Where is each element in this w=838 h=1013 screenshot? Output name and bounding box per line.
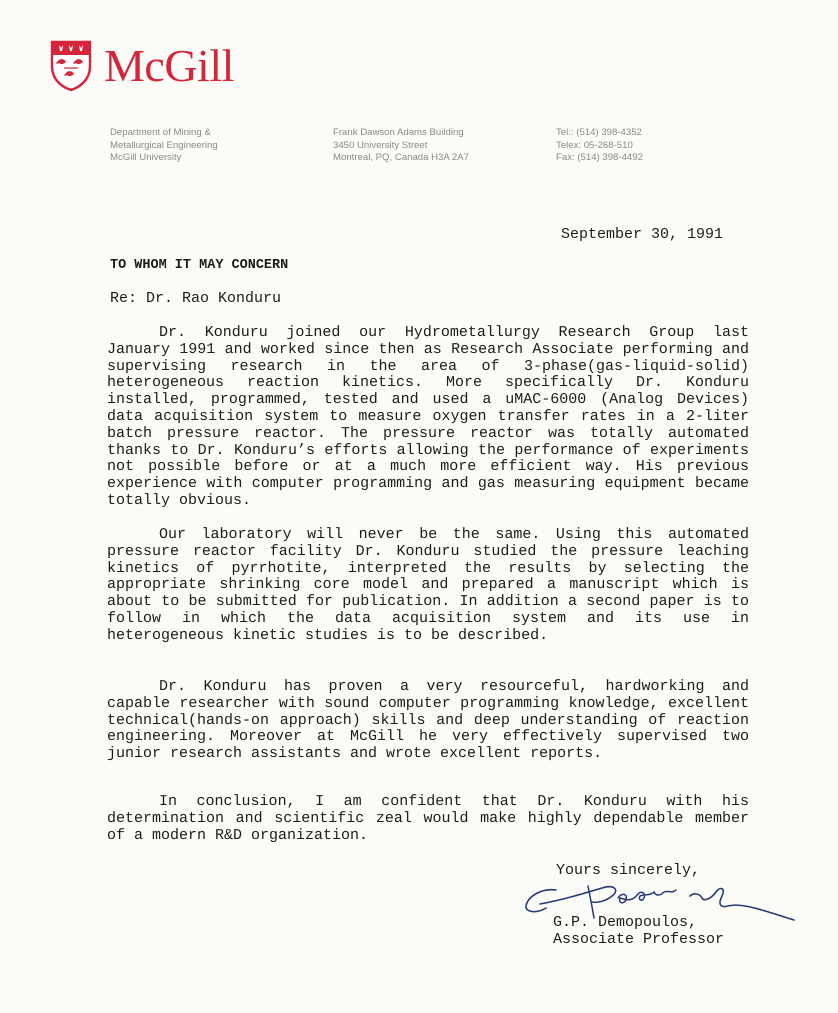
- contact-info: [556, 127, 643, 165]
- department-line: Metallurgical Engineering: [110, 139, 218, 151]
- building-line: Montreal, PQ, Canada H3A 2A7: [333, 152, 469, 163]
- signer-title: Associate Professor: [553, 931, 725, 948]
- department-address: [110, 127, 218, 165]
- telephone: Tel.: (514) 398-4352: [556, 127, 642, 138]
- body-paragraph: Our laboratory will never be the same. Using this automated pressure reactor facility Dr. Konduru studied the pressure leaching kinetics of pyrrhotite, interpreted the results by selecting the appropriate shrinking core model and prepared a manuscript which is about to be submitted for publication. In addition a second paper is to follow in which the data acquisition system and its use in heterogeneous kinetic studies is to be described.: [107, 526, 749, 644]
- salutation: TO WHOM IT MAY CONCERN: [110, 258, 289, 273]
- signer-name: G.P. Demopoulos,: [553, 914, 698, 931]
- telex: Telex: 05-268-510: [556, 139, 633, 151]
- department-line: Department of Mining &: [110, 127, 211, 138]
- mcgill-crest-icon: [50, 40, 92, 92]
- fax: Fax: (514) 398-4492: [556, 152, 643, 163]
- subject-line: Re: Dr. Rao Konduru: [110, 290, 282, 307]
- letter-date: September 30, 1991: [561, 226, 724, 243]
- department-line: McGill University: [110, 152, 182, 163]
- brand-wordmark: McGill: [104, 40, 234, 91]
- building-line: Frank Dawson Adams Building: [333, 127, 464, 138]
- body-paragraph: In conclusion, I am confident that Dr. Konduru with his determination and scientific zeal would make highly dependable member of a modern R&D organization.: [107, 793, 749, 844]
- closing: Yours sincerely,: [556, 862, 701, 879]
- mcgill-logo: [50, 40, 234, 92]
- building-address: [333, 127, 469, 165]
- body-paragraph: Dr. Konduru joined our Hydrometallurgy Research Group last January 1991 and worked since then as Research Associate performing and supervising research in the area of 3-phase(gas-liquid-solid) heterogeneous reaction kinetics. More specifically Dr. Konduru installed, programmed, tested and used a uMAC-6000 (Analog Devices) data acquisition system to measure oxygen transfer rates in a 2-liter batch pressure reactor. The pressure reactor was totally automated thanks to Dr. Konduru’s efforts allowing the performance of experiments not possible before or at a much more efficient way. His previous experience with computer programming and gas measuring equipment became totally obvious.: [107, 324, 749, 509]
- body-paragraph: Dr. Konduru has proven a very resourceful, hardworking and capable researcher with sound computer programming knowledge, excellent technical(hands-on approach) skills and deep understanding of reaction engineering. Moreover at McGill he very effectively supervised two junior research assistants and wrote excellent reports.: [107, 678, 749, 763]
- building-line: 3450 University Street: [333, 139, 428, 151]
- signature-block: [553, 914, 724, 948]
